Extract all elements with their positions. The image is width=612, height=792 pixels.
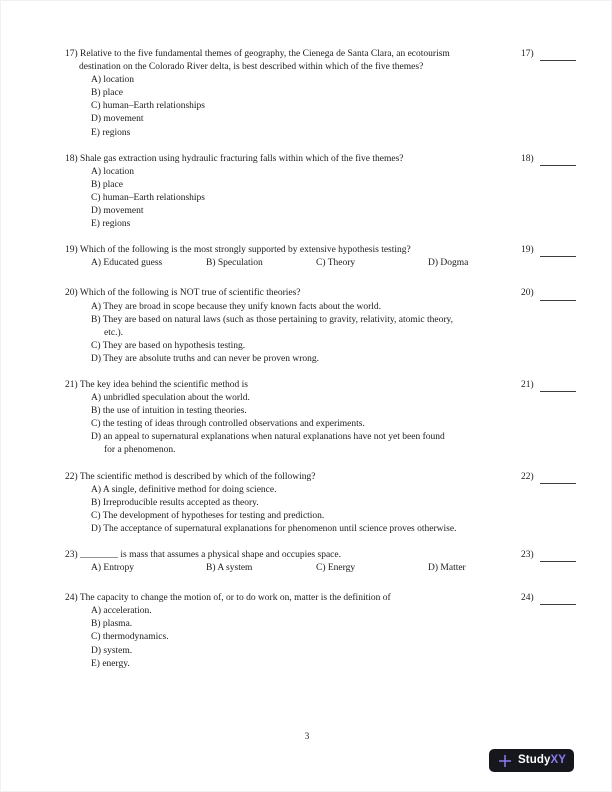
answer-slot <box>521 549 578 562</box>
answer-blank[interactable] <box>540 49 576 61</box>
question-text <box>65 48 515 74</box>
question-options <box>91 484 515 536</box>
answer-option <box>91 301 515 314</box>
plus-icon <box>498 754 512 768</box>
option-line: B) Speculation <box>206 258 263 269</box>
option-line: A) A single, definitive method for doing science. <box>91 484 277 495</box>
option-line: for a phenomenon. <box>104 445 176 456</box>
answer-option <box>91 205 515 218</box>
question-first-line: 22) The scientific method is described by which of the following? <box>65 471 316 482</box>
option-line: B) Irreproducible results accepted as theory. <box>91 497 259 508</box>
question-first-line: 17) Relative to the five fundamental themes of geography, the Cienega de Santa Clara, an ecotourism <box>65 49 450 59</box>
answer-option <box>91 631 515 644</box>
question-text <box>65 549 515 562</box>
option-line: C) Energy <box>316 563 356 574</box>
question-row <box>65 379 578 458</box>
option-line: A) unbridled speculation about the world. <box>91 393 250 404</box>
answer-option <box>91 484 515 497</box>
answer-number: 22) <box>521 471 534 482</box>
answer-slot <box>521 379 578 392</box>
option-line: D) movement <box>91 114 144 125</box>
answer-option <box>91 87 515 100</box>
answer-option <box>91 562 206 575</box>
answer-option <box>91 392 515 405</box>
option-line: B) They are based on natural laws (such as those pertaining to gravity, relativity, atomic theory, <box>91 314 454 325</box>
answer-option <box>91 113 515 126</box>
question-block <box>65 153 578 232</box>
question-number: 22) <box>65 471 80 482</box>
question-block <box>65 592 578 671</box>
question-text <box>65 471 515 484</box>
question-main <box>65 287 515 366</box>
answer-option <box>91 431 515 457</box>
option-line: C) thermodynamics. <box>91 632 169 643</box>
option-line: A) They are broad in scope because they unify known facts about the world. <box>91 301 382 312</box>
question-first-line: 21) The key idea behind the scientific method is <box>65 379 248 390</box>
answer-number: 24) <box>521 593 534 604</box>
question-options <box>91 392 515 457</box>
question-number: 24) <box>65 593 80 604</box>
option-line: etc.). <box>104 327 123 338</box>
question-first-line: 18) Shale gas extraction using hydraulic fracturing falls within which of the five themes? <box>65 153 404 164</box>
option-line: D) Matter <box>428 563 466 574</box>
option-line: D) The acceptance of supernatural explanations for phenomenon until science proves otherwise. <box>91 523 457 534</box>
answer-option <box>91 100 515 113</box>
question-row <box>65 549 578 575</box>
question-row <box>65 153 578 232</box>
answer-option <box>91 192 515 205</box>
question-text <box>65 153 515 166</box>
answer-option <box>428 257 515 270</box>
question-main <box>65 379 515 458</box>
answer-option <box>91 405 515 418</box>
answer-option <box>206 562 316 575</box>
answer-number: 23) <box>521 550 534 560</box>
question-block <box>65 471 578 536</box>
question-number: 18) <box>65 153 81 164</box>
answer-blank[interactable] <box>540 154 576 166</box>
answer-option <box>91 166 515 179</box>
question-number: 20) <box>65 288 80 299</box>
option-line: C) They are based on hypothesis testing. <box>91 340 246 351</box>
answer-number: 21) <box>521 379 534 390</box>
option-line: A) location <box>91 166 135 177</box>
option-line: B) place <box>91 179 123 190</box>
option-line: A) Entropy <box>91 563 135 574</box>
question-text <box>65 244 515 257</box>
option-line: A) acceleration. <box>91 606 152 617</box>
option-line: B) A system <box>206 563 253 574</box>
question-main <box>65 153 515 232</box>
answer-slot <box>521 592 578 605</box>
answer-number: 18) <box>521 153 534 164</box>
question-block <box>65 48 578 140</box>
question-first-line: 20) Which of the following is NOT true of scientific theories? <box>65 288 301 299</box>
answer-blank[interactable] <box>540 593 576 605</box>
question-number: 17) <box>65 49 81 59</box>
question-row <box>65 592 578 671</box>
question-number: 23) <box>65 550 81 560</box>
answer-option <box>91 645 515 658</box>
answer-slot <box>521 244 578 257</box>
brand-badge <box>489 749 574 772</box>
question-block <box>65 549 578 575</box>
brand-name-accent: XY <box>550 753 566 766</box>
question-main <box>65 549 515 575</box>
question-block <box>65 244 578 270</box>
answer-option <box>91 127 515 140</box>
answer-option <box>91 605 515 618</box>
question-text <box>65 592 515 605</box>
question-options <box>91 301 515 366</box>
answer-option <box>91 218 515 231</box>
question-wrap-line: destination on the Colorado River delta, is best described within which of the five themes? <box>79 62 424 73</box>
answer-option <box>316 257 428 270</box>
option-line: C) human–Earth relationships <box>91 101 205 112</box>
option-line: B) place <box>91 88 123 99</box>
answer-blank[interactable] <box>540 289 576 301</box>
option-line: C) The development of hypotheses for testing and prediction. <box>91 510 325 521</box>
answer-option <box>91 314 515 340</box>
question-row <box>65 471 578 536</box>
answer-slot <box>521 287 578 300</box>
option-line: D) movement <box>91 206 144 217</box>
answer-option <box>91 353 515 366</box>
answer-blank[interactable] <box>540 245 576 257</box>
option-line: A) location <box>91 75 135 86</box>
answer-slot <box>521 48 578 61</box>
answer-slot <box>521 153 578 166</box>
option-line: E) energy. <box>91 658 130 669</box>
option-line: B) plasma. <box>91 619 133 630</box>
question-row <box>65 244 578 270</box>
brand-name-primary: Study <box>518 753 551 766</box>
option-line: D) They are absolute truths and can never be proven wrong. <box>91 353 320 364</box>
question-text <box>65 287 515 300</box>
brand-name <box>518 754 566 767</box>
option-line: C) the testing of ideas through controlled observations and experiments. <box>91 419 365 430</box>
question-main <box>65 244 515 270</box>
question-block <box>65 379 578 458</box>
question-row <box>65 287 578 366</box>
page-number: 3 <box>304 732 310 742</box>
answer-option <box>316 562 428 575</box>
option-line: A) Educated guess <box>91 258 163 269</box>
option-line: E) regions <box>91 127 131 138</box>
question-text <box>65 379 515 392</box>
answer-option <box>91 418 515 431</box>
question-options <box>91 74 515 139</box>
question-options <box>91 605 515 670</box>
answer-option <box>206 257 316 270</box>
option-line: C) human–Earth relationships <box>91 192 205 203</box>
question-number: 21) <box>65 379 80 390</box>
option-line: E) regions <box>91 219 131 230</box>
answer-option <box>91 497 515 510</box>
question-first-line: 23) ________ is mass that assumes a physical shape and occupies space. <box>65 550 341 560</box>
answer-option <box>91 618 515 631</box>
option-line: D) an appeal to supernatural explanations when natural explanations have not yet been found <box>91 432 445 443</box>
answer-option <box>91 523 515 536</box>
answer-blank[interactable] <box>540 550 576 562</box>
questions <box>65 48 578 684</box>
answer-number: 17) <box>521 49 534 59</box>
answer-number: 20) <box>521 288 534 299</box>
answer-blank[interactable] <box>540 380 576 392</box>
answer-option <box>91 658 515 671</box>
answer-number: 19) <box>521 245 534 256</box>
question-row <box>65 48 578 140</box>
option-line: C) Theory <box>316 258 356 269</box>
question-first-line: 24) The capacity to change the motion of, or to do work on, matter is the definition of <box>65 593 391 604</box>
question-number: 19) <box>65 245 80 256</box>
question-options <box>91 562 515 575</box>
option-line: B) the use of intuition in testing theories. <box>91 406 247 417</box>
option-line: D) system. <box>91 645 133 656</box>
question-options <box>91 257 515 270</box>
answer-option <box>91 340 515 353</box>
answer-option <box>428 562 515 575</box>
answer-slot <box>521 471 578 484</box>
option-line: D) Dogma <box>428 258 469 269</box>
question-first-line: 19) Which of the following is the most strongly supported by extensive hypothesis testing? <box>65 245 411 256</box>
answer-option <box>91 74 515 87</box>
question-block <box>65 287 578 366</box>
answer-option <box>91 257 206 270</box>
question-options <box>91 166 515 231</box>
answer-option <box>91 179 515 192</box>
answer-blank[interactable] <box>540 472 576 484</box>
question-main <box>65 471 515 536</box>
answer-option <box>91 510 515 523</box>
question-main <box>65 592 515 671</box>
question-main <box>65 48 515 140</box>
